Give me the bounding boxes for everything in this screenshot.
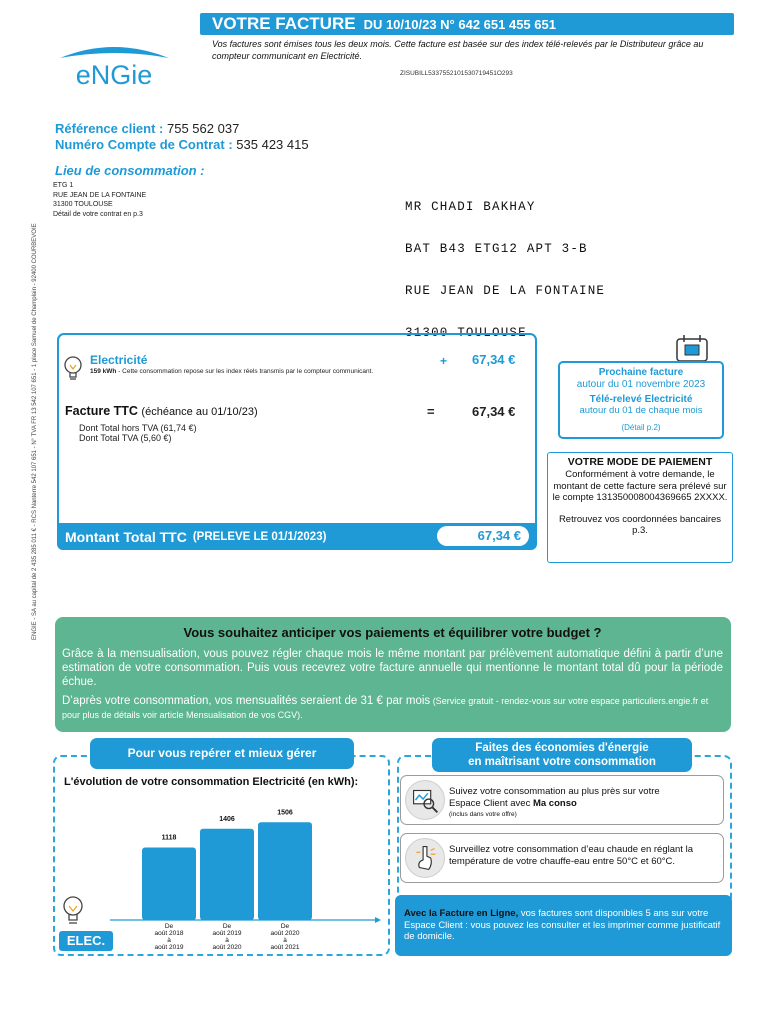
contract-number-value: 535 423 415: [236, 137, 309, 152]
tip-line: [449, 798, 660, 810]
client-reference: [55, 121, 239, 136]
monthly-estimate: [62, 694, 723, 722]
contract-number-label: Numéro Compte de Contrat :: [55, 137, 233, 152]
chart-axis-arrow: [375, 917, 381, 923]
chart-value-label: 1406: [219, 815, 235, 823]
tip-track-consumption-text: [449, 786, 660, 821]
payment-mode-title: VOTRE MODE DE PAIEMENT: [567, 456, 713, 468]
client-reference-value: 755 562 037: [167, 121, 240, 136]
energy-saving-tab-line: Faites des économies d'énergie: [475, 742, 649, 754]
engie-logo: [52, 42, 177, 90]
address-line: 31300 TOULOUSE: [405, 326, 527, 340]
electricity-kwh: 159 kWh: [90, 368, 117, 375]
next-invoice-date: autour du 01 novembre 2023: [576, 379, 706, 390]
monthly-estimate-text: D’après votre consommation, vos mensualités seraient de 31 € par mois: [62, 695, 431, 707]
chart-category-label: août 2021: [270, 944, 300, 951]
address-line: BAT B43 ETG12 APT 3-B: [405, 242, 588, 256]
next-invoice-box: [558, 361, 724, 439]
address-line: MR CHADI BAKHAY: [405, 200, 536, 214]
energy-saving-tab-line: en maîtrisant votre consommation: [468, 756, 656, 768]
chart-title: L'évolution de votre consommation Electricité (en kWh):: [64, 776, 359, 788]
electricity-amount: 67,34 €: [472, 352, 516, 367]
address-line: RUE JEAN DE LA FONTAINE: [405, 284, 606, 298]
budget-promo-band: [55, 617, 731, 732]
electricity-plus-sign: +: [440, 354, 448, 368]
payment-mode-box: [547, 452, 733, 563]
chart-bar: [200, 829, 254, 920]
total-amount-bar: [57, 523, 537, 550]
consumption-site-line: ETG 1: [53, 182, 74, 189]
bank-details-note: Retrouvez vos coordonnées bancaires p.3.: [558, 513, 722, 536]
equals-sign: =: [427, 404, 435, 419]
chart-category-label: août 2019: [154, 944, 184, 951]
legal-mention: ENGIE - SA au capital de 2 435 285 011 € - RCS Nanterre 542 107 651 - N° TVA FR 13 542 107 651 - 1 place Samuel de Champlain - 92400 COURBEVOIE: [32, 223, 38, 640]
invoice-title: VOTRE FACTURE: [212, 14, 356, 33]
budget-promo-text: Grâce à la mensualisation, vous pouvez régler chaque mois le même montant par prélèvement automatique défini à partir d’une estimation de votre consommation. Puis vous recevrez votre facture annuelle qui mentionne le montant total dû pour la période échue.: [62, 648, 723, 688]
chart-bar: [142, 847, 196, 920]
chart-category-label: De: [164, 923, 174, 930]
logo-text: eNGie: [75, 60, 153, 90]
tip-line-text: Espace Client avec: [449, 797, 533, 809]
invoice-due-date: (échéance au 01/10/23): [141, 406, 258, 418]
chart-category-label: août 2020: [212, 944, 242, 951]
invoice-code: ZISUBILL5337552101530719451O293: [400, 70, 513, 77]
chart-category-label: à: [167, 937, 171, 944]
tip-hot-water: [400, 833, 724, 883]
consumption-site-line: 31300 TOULOUSE: [53, 201, 113, 208]
tip-line: température de votre chauffe-eau entre 50°C et 60°C.: [449, 855, 676, 867]
total-tax: Dont Total TVA (5,60 €): [79, 433, 172, 443]
invoice-date-number: DU 10/10/23 N° 642 651 455 651: [363, 17, 556, 32]
calendar-icon: [674, 333, 710, 363]
online-invoice-box: [395, 895, 732, 956]
chart-category-label: août 2018: [154, 930, 184, 937]
recipient-address: [405, 172, 605, 354]
total-amount-value: 67,34 €: [437, 526, 529, 546]
chart-category-label: De: [222, 923, 232, 930]
invoice-ttc-title: Facture TTC: [65, 404, 138, 418]
electricity-note-text: - Cette consommation repose sur les index réels transmis par le compteur communicant.: [116, 368, 374, 375]
lightbulb-icon: [63, 355, 83, 383]
chart-category-label: août 2019: [212, 930, 242, 937]
consumption-site-address: [53, 181, 146, 219]
contract-number: [55, 137, 309, 152]
meter-reading-frequency: autour du 01 de chaque mois: [579, 405, 703, 416]
chart-category-label: De: [280, 923, 290, 930]
tip-line: Surveillez votre consommation d’eau chaude en réglant la: [449, 844, 693, 855]
magnifier-chart-icon: [405, 780, 445, 820]
energy-saving-tab: [432, 738, 692, 772]
electricity-badge: ELEC.: [59, 931, 113, 951]
online-invoice-text: vos factures sont disponibles 5 ans sur votre Espace Client : vous pouvez les consulter et les imprimer comme justificatif de domicile.: [404, 908, 721, 942]
chart-category-label: à: [283, 937, 287, 944]
tip-line: Suivez votre consommation au plus près sur votre: [449, 786, 660, 797]
consumption-bar-chart: [60, 792, 390, 952]
chart-category-label: août 2020: [270, 930, 300, 937]
budget-promo-title: Vous souhaitez anticiper vos paiements et équilibrer votre budget ?: [183, 625, 602, 640]
invoice-ttc-label: [65, 404, 258, 418]
contract-detail-note: Détail de votre contrat en p.3: [53, 210, 143, 218]
total-excl-tax: Dont Total hors TVA (61,74 €): [79, 423, 197, 433]
invoice-description: Vos factures sont émises tous les deux mois. Cette facture est basée sur des index télé-relevés par le Distributeur grâce au compteur communicant en Electricité.: [212, 39, 704, 61]
invoice-header-banner: [200, 13, 734, 35]
chart-category-label: à: [225, 937, 229, 944]
online-invoice-title: Avec la Facture en Ligne,: [404, 908, 519, 919]
consumption-panel-tab: Pour vous repérer et mieux gérer: [90, 738, 354, 769]
consumption-site-line: RUE JEAN DE LA FONTAINE: [53, 191, 147, 199]
client-reference-label: Référence client :: [55, 121, 164, 136]
total-amount-label: Montant Total TTC: [65, 528, 187, 545]
tip-hot-water-text: [449, 844, 693, 867]
monthly-estimate-note: (Service gratuit - rendez-vous sur votre espace particuliers.engie.fr et pour plus de détails voir article Mensualisation de vos CGV).: [62, 696, 709, 720]
meter-reading-title: Télé-relevé Electricité: [589, 394, 693, 405]
thermostat-hand-icon: [405, 838, 445, 878]
ma-conso-label: Ma conso: [532, 797, 577, 809]
lightbulb-icon: [61, 895, 85, 927]
electricity-label: Electricité: [90, 353, 148, 367]
next-invoice-title: Prochaine facture: [598, 367, 684, 378]
direct-debit-date: (PRELEVE LE 01/1/2023): [192, 530, 327, 543]
invoice-ttc-amount: 67,34 €: [472, 404, 516, 419]
payment-mode-text: Conformément à votre demande, le montant de cette facture sera prélevé sur le compte 131350008004369665 2XXXX.: [552, 469, 728, 503]
chart-value-label: 1506: [277, 809, 293, 817]
consumption-site-title: Lieu de consommation :: [55, 163, 205, 178]
chart-value-label: 1118: [161, 834, 177, 842]
tip-line-note: (inclus dans votre offre): [449, 811, 517, 818]
tax-breakdown: [79, 423, 197, 443]
chart-bar: [258, 822, 312, 920]
electricity-note: [90, 368, 400, 376]
tip-track-consumption: [400, 775, 724, 825]
next-invoice-detail-link: (Détail p.2): [621, 423, 661, 432]
